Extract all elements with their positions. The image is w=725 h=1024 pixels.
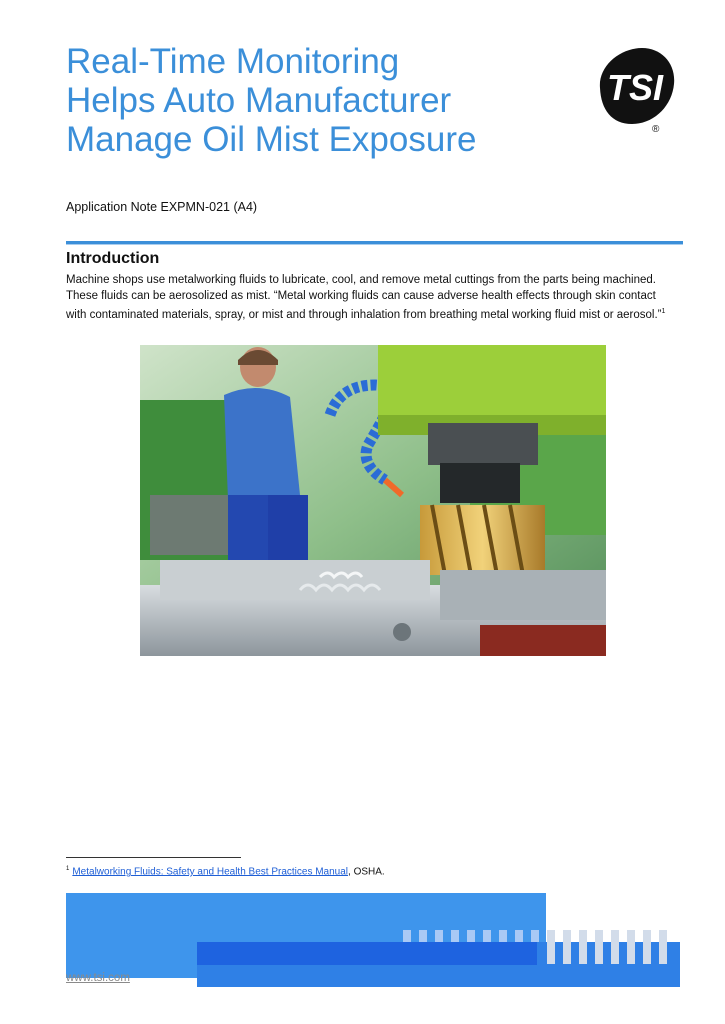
- title-line-2: Helps Auto Manufacturer: [66, 81, 452, 120]
- footnote-link[interactable]: Metalworking Fluids: Safety and Health Best Practices Manual: [72, 866, 349, 878]
- title-line-3: Manage Oil Mist Exposure: [66, 120, 477, 159]
- section-divider-light: [66, 244, 683, 245]
- footnote-divider: [66, 857, 241, 858]
- tsi-logo: [590, 44, 682, 136]
- footnote-number: 1: [66, 866, 70, 872]
- footnote-suffix: , OSHA.: [348, 866, 385, 878]
- intro-paragraph: [66, 272, 666, 323]
- footnote-ref: 1: [661, 308, 666, 315]
- website-link[interactable]: www.tsi.com: [66, 972, 130, 984]
- application-note-id: Application Note EXPMN-021 (A4): [66, 200, 258, 214]
- logo-text: TSI: [607, 67, 664, 108]
- document-title: [66, 42, 566, 159]
- intro-heading: Introduction: [66, 250, 160, 267]
- registered-mark: ®: [652, 124, 660, 135]
- intro-paragraph-text: Machine shops use metalworking fluids to lubricate, cool, and remove metal cuttings from the parts being machined. These fluids can be aerosolized as mist. “Metal working fluids can cause adverse health effects through skin contact with contaminated materials, spray, or mist and through inhalation from breathing metal working fluid mist or aerosol.”: [66, 274, 662, 321]
- machining-photo: [140, 345, 606, 656]
- footer-stripes: [403, 930, 680, 964]
- title-line-1: Real-Time Monitoring: [66, 42, 400, 81]
- footnote: [66, 866, 385, 877]
